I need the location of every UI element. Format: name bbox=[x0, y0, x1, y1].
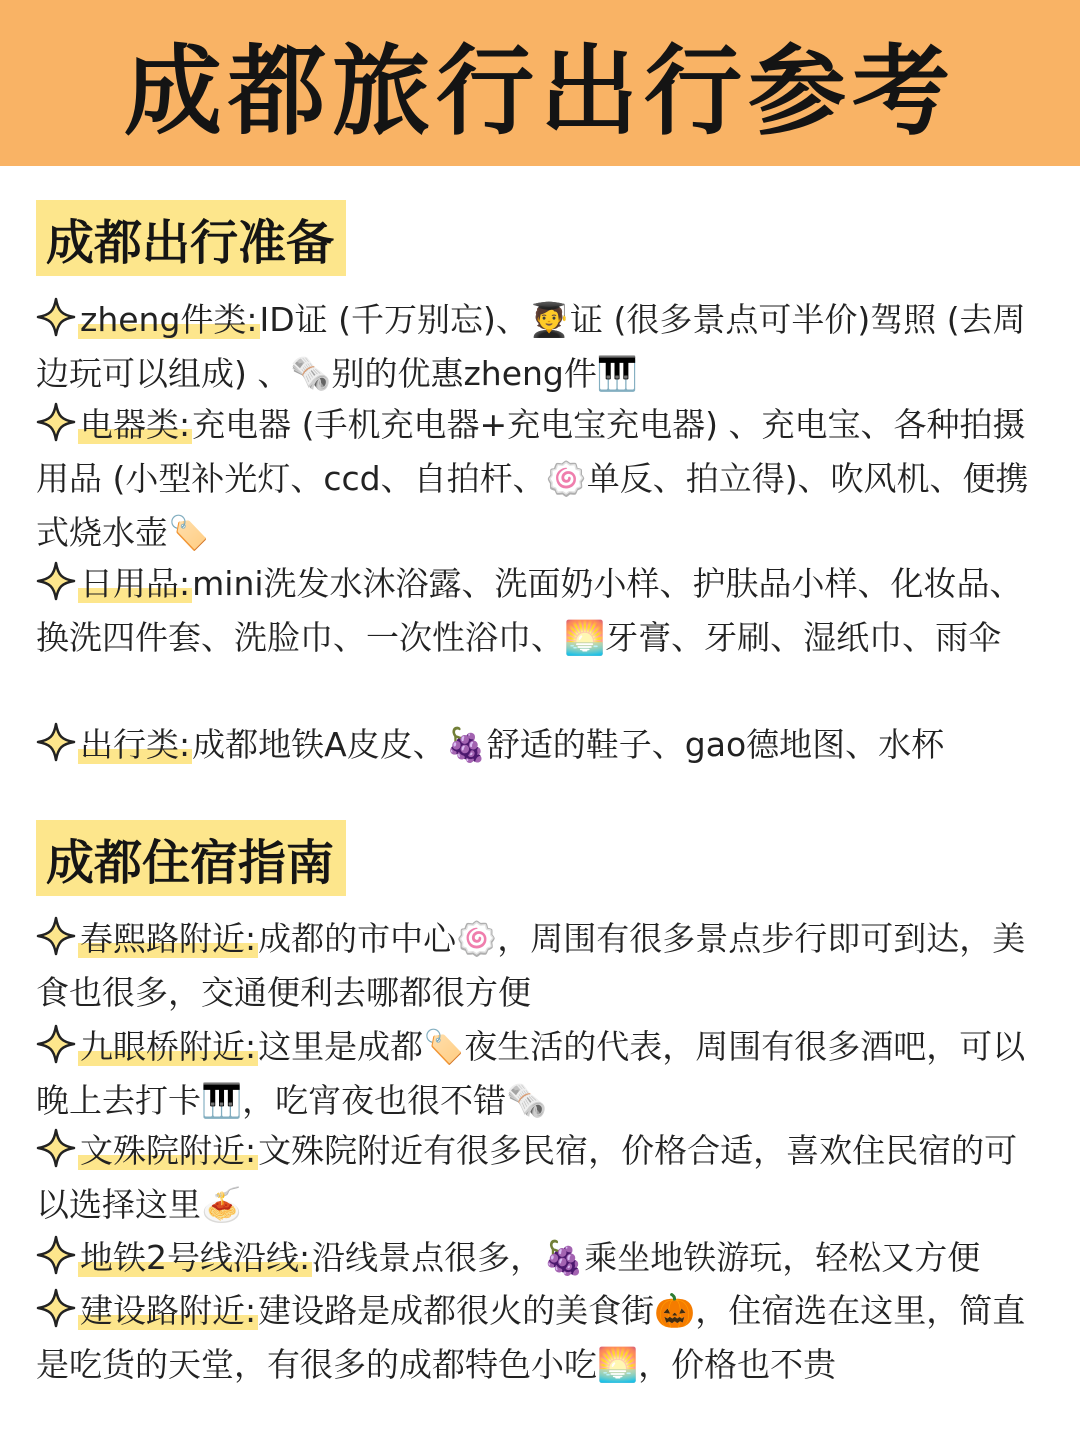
four-point-star-icon bbox=[36, 402, 76, 442]
list-item bbox=[36, 1284, 1046, 1392]
header-banner bbox=[0, 0, 1080, 166]
item-text: ID证 (千万别忘)、🧑‍🎓证 (很多景点可半价)驾照 (去周边玩可以组成) 、🗞️别的优惠zheng件🎹 bbox=[36, 300, 1026, 393]
page-title: 成都旅行出行参考 bbox=[123, 34, 956, 149]
list-item bbox=[36, 718, 1046, 772]
item-label: zheng件类: bbox=[80, 300, 258, 339]
item-label: 春熙路附近: bbox=[80, 919, 257, 958]
list-item bbox=[36, 398, 1046, 560]
item-label: 建设路附近: bbox=[80, 1291, 257, 1330]
list-item bbox=[36, 912, 1046, 1020]
section-heading-accommodation bbox=[36, 820, 346, 896]
list-item bbox=[36, 1231, 1046, 1285]
item-text: 沿线景点很多，🍇乘坐地铁游玩，轻松又方便 bbox=[312, 1238, 981, 1277]
item-label: 日用品: bbox=[80, 564, 191, 603]
list-item bbox=[36, 557, 1046, 665]
section-heading-text: 成都出行准备 bbox=[46, 214, 335, 271]
four-point-star-icon bbox=[36, 1288, 76, 1328]
four-point-star-icon bbox=[36, 297, 76, 337]
item-label: 电器类: bbox=[80, 405, 191, 444]
four-point-star-icon bbox=[36, 1024, 76, 1064]
item-text: 建设路是成都很火的美食街🎃，住宿选在这里，简直是吃货的天堂，有很多的成都特色小吃🌅，价格也不贵 bbox=[36, 1291, 1026, 1384]
list-item bbox=[36, 293, 1046, 401]
item-label: 文殊院附近: bbox=[80, 1131, 257, 1170]
item-text: 成都的市中心🍥，周围有很多景点步行即可到达，美食也很多，交通便利去哪都很方便 bbox=[36, 919, 1026, 1012]
item-label: 地铁2号线沿线: bbox=[80, 1238, 311, 1277]
four-point-star-icon bbox=[36, 1235, 76, 1275]
four-point-star-icon bbox=[36, 916, 76, 956]
item-text: 这里是成都🏷️夜生活的代表，周围有很多酒吧，可以晚上去打卡🎹，吃宵夜也很不错🗞️ bbox=[36, 1027, 1026, 1120]
item-text: mini洗发水沐浴露、洗面奶小样、护肤品小样、化妆品、换洗四件套、洗脸巾、一次性浴巾、🌅牙膏、牙刷、湿纸巾、雨伞 bbox=[36, 564, 1023, 657]
four-point-star-icon bbox=[36, 1128, 76, 1168]
item-text: 文殊院附近有很多民宿，价格合适，喜欢住民宿的可以选择这里🍝 bbox=[36, 1131, 1018, 1224]
item-text: 充电器 (手机充电器+充电宝充电器) 、充电宝、各种拍摄用品 (小型补光灯、ccd、自拍杆、🍥单反、拍立得)、吹风机、便携式烧水壶🏷️ bbox=[36, 405, 1029, 552]
item-label: 出行类: bbox=[80, 725, 191, 764]
four-point-star-icon bbox=[36, 561, 76, 601]
section-heading-text: 成都住宿指南 bbox=[46, 834, 335, 891]
list-item bbox=[36, 1020, 1046, 1128]
list-item bbox=[36, 1124, 1046, 1232]
item-label: 九眼桥附近: bbox=[80, 1027, 257, 1066]
item-text: 成都地铁A皮皮、🍇舒适的鞋子、gao德地图、水杯 bbox=[192, 725, 945, 764]
section-heading-preparation bbox=[36, 200, 346, 276]
four-point-star-icon bbox=[36, 722, 76, 762]
